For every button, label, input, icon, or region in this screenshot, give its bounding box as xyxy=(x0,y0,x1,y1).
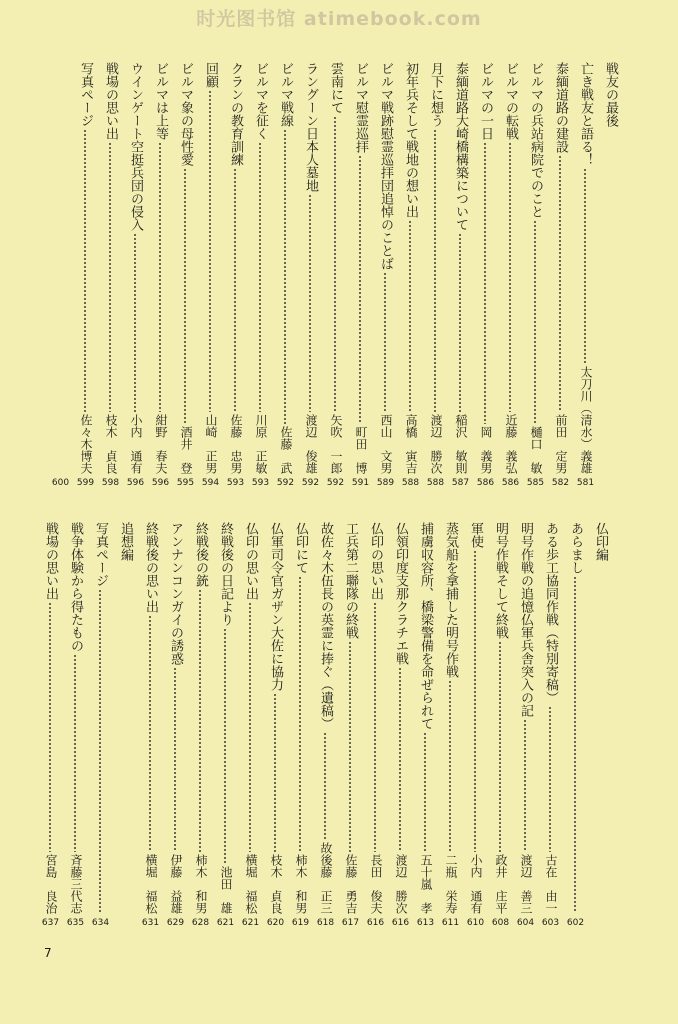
entry-title: 写真ページ xyxy=(93,522,108,587)
entry-title: 終戦後の日記より xyxy=(218,522,233,626)
entry-page-number: 608 xyxy=(491,918,510,928)
entry-page-number: 593 xyxy=(226,478,245,488)
entry-title: ビルマ戦跡慰霊巡拝団追悼のことば xyxy=(378,62,393,270)
entry-title: 明号作戦の追憶仏軍兵舎突入の記 xyxy=(518,522,533,717)
toc-entry xyxy=(301,62,320,492)
entry-page-number: 604 xyxy=(516,918,535,928)
entry-author: 近藤 義弘 xyxy=(504,414,518,474)
entry-title: 戦場の思い出 xyxy=(43,522,58,600)
toc-entry xyxy=(66,522,85,932)
entry-page-number: 617 xyxy=(341,918,360,928)
entry-page-number: 598 xyxy=(101,478,120,488)
leader-dots xyxy=(184,168,186,424)
entry-page-number: 586 xyxy=(501,478,520,488)
leader-dots xyxy=(499,641,501,852)
entry-page-number: 611 xyxy=(441,918,460,928)
leader-dots xyxy=(284,129,286,424)
entry-page-number: 582 xyxy=(551,478,570,488)
entry-title: 軍使 xyxy=(468,522,483,548)
leader-dots xyxy=(559,155,561,412)
entry-author: 矢吹 一郎 xyxy=(329,414,343,474)
entry-title: 仏印の思い出 xyxy=(243,522,258,600)
entry-title: ウインゲート空挺兵団の侵入 xyxy=(128,62,143,231)
entry-title: 仏領印度支那クラチエ戦 xyxy=(393,522,408,665)
entry-author: 枝木 貞良 xyxy=(269,854,283,914)
leader-dots xyxy=(259,142,261,412)
entry-author: 小内 通有 xyxy=(129,414,143,474)
entry-author: 佐々木博夫 xyxy=(79,414,93,474)
entry-page-number: 591 xyxy=(351,478,370,488)
entry-page-number: 603 xyxy=(541,918,560,928)
leader-dots xyxy=(434,129,436,412)
entry-page-number: 600 xyxy=(51,478,70,488)
entry-author: 太刀川（清水）義雄 xyxy=(579,366,593,474)
entry-page-number: 610 xyxy=(466,918,485,928)
leader-dots xyxy=(249,602,251,852)
entry-page-number: 628 xyxy=(191,918,210,928)
entry-author: 岡 義男 xyxy=(479,426,493,474)
toc-entry xyxy=(416,522,435,932)
entry-author: 佐藤 武 xyxy=(279,426,293,474)
leader-dots xyxy=(334,116,336,412)
entry-author: 斉藤三代志 xyxy=(69,854,83,914)
toc-entry xyxy=(216,522,235,932)
entry-title: ビルマ戦線 xyxy=(278,62,293,127)
entry-page-number: 621 xyxy=(241,918,260,928)
toc-entry xyxy=(41,522,60,932)
entry-title: ビルマを征く xyxy=(253,62,268,140)
entry-title: 回顧 xyxy=(203,62,218,88)
entry-title: 工兵第二聯隊の終戦 xyxy=(343,522,358,639)
toc-entry xyxy=(426,62,445,492)
leader-dots xyxy=(99,589,101,912)
entry-title: 蒸気船を拿捕した明号作戦 xyxy=(443,522,458,678)
entry-page-number: 602 xyxy=(566,918,585,928)
entry-title: 仏軍司令官ガザン大佐に協力 xyxy=(268,522,283,691)
entry-page-number: 587 xyxy=(451,478,470,488)
toc-entry xyxy=(266,522,285,932)
leader-dots xyxy=(459,233,461,412)
toc-entry xyxy=(291,522,310,932)
leader-dots xyxy=(484,142,486,424)
leader-dots xyxy=(84,129,86,412)
leader-dots xyxy=(109,142,111,412)
entry-page-number: 595 xyxy=(176,478,195,488)
entry-page-number: 586 xyxy=(476,478,495,488)
leader-dots xyxy=(224,628,226,864)
toc-entry xyxy=(351,62,370,492)
entry-title: 戦場の思い出 xyxy=(103,62,118,140)
leader-dots xyxy=(134,233,136,412)
entry-title: 終戦後の思い出 xyxy=(143,522,158,613)
leader-dots xyxy=(149,615,151,852)
entry-title: 仏印編 xyxy=(593,522,608,561)
toc-entry xyxy=(166,522,185,932)
entry-title: 泰緬道路の建設 xyxy=(553,62,568,153)
entry-author: 宮島 良治 xyxy=(44,854,58,914)
leader-dots xyxy=(474,550,476,852)
toc-entry xyxy=(191,522,210,932)
entry-title: ビルマ象の母性愛 xyxy=(178,62,193,166)
entry-title: ビルマの一日 xyxy=(478,62,493,140)
entry-author: 渡辺 俊雄 xyxy=(304,414,318,474)
toc-entry xyxy=(226,62,245,492)
entry-author: 伊藤 益雄 xyxy=(169,854,183,914)
leader-dots xyxy=(509,142,511,412)
toc-entry xyxy=(316,522,335,932)
entry-author: 柿木 和男 xyxy=(294,854,308,914)
entry-author: 小内 通有 xyxy=(469,854,483,914)
entry-author: 二瓶 栄寿 xyxy=(444,854,458,914)
entry-page-number: 629 xyxy=(166,918,185,928)
entry-page-number: 616 xyxy=(366,918,385,928)
leader-dots xyxy=(424,732,426,852)
toc-entry xyxy=(151,62,170,492)
entry-title: 故佐々木伍長の英霊に捧ぐ（遺稿） xyxy=(318,522,333,730)
entry-title: 捕虜収容所、橋梁警備を命ぜられて xyxy=(418,522,433,730)
entry-author: 佐藤 忠男 xyxy=(229,414,243,474)
leader-dots xyxy=(274,693,276,852)
toc-entry xyxy=(101,62,120,492)
toc-entry xyxy=(501,62,520,492)
entry-author: 樋口 敏 xyxy=(529,426,543,474)
entry-page-number: 594 xyxy=(201,478,220,488)
entry-author: 横堀 福松 xyxy=(144,854,158,914)
entry-author: 紺野 春夫 xyxy=(154,414,168,474)
entry-page-number: 588 xyxy=(426,478,445,488)
toc-entry xyxy=(326,62,345,492)
entry-title: 仏印にて xyxy=(293,522,308,574)
leader-dots xyxy=(49,602,51,852)
entry-author: 政井 庄平 xyxy=(494,854,508,914)
toc-entry xyxy=(341,522,360,932)
entry-page-number: 592 xyxy=(326,478,345,488)
toc-entry xyxy=(576,62,595,492)
entry-page-number: 613 xyxy=(416,918,435,928)
entry-author: 横堀 福松 xyxy=(244,854,258,914)
entry-author: 山崎 正男 xyxy=(204,414,218,474)
leader-dots xyxy=(549,706,551,852)
toc-entry xyxy=(591,522,610,932)
entry-page-number: 637 xyxy=(41,918,60,928)
toc-entry xyxy=(391,522,410,932)
entry-page-number: 620 xyxy=(266,918,285,928)
toc-entry xyxy=(541,522,560,932)
entry-page-number: 619 xyxy=(291,918,310,928)
toc-entry xyxy=(116,522,135,932)
entry-title: 戦争体験から得たもの xyxy=(68,522,83,652)
leader-dots xyxy=(384,272,386,412)
entry-author: 長田 俊夫 xyxy=(369,854,383,914)
toc-entry xyxy=(201,62,220,492)
toc-entry xyxy=(376,62,395,492)
entry-author: 池田 雄 xyxy=(219,866,233,914)
leader-dots xyxy=(159,142,161,412)
entry-title: ビルマの兵站病院でのこと xyxy=(528,62,543,218)
entry-title: ある歩工協同作戦（特別寄稿） xyxy=(543,522,558,704)
toc-entry xyxy=(276,62,295,492)
entry-page-number: 593 xyxy=(251,478,270,488)
leader-dots xyxy=(349,641,351,852)
leader-dots xyxy=(584,168,586,364)
toc-entry xyxy=(141,522,160,932)
entry-author: 前田 定男 xyxy=(554,414,568,474)
entry-title: 戦友の最後 xyxy=(603,62,618,127)
entry-title: 終戦後の銃 xyxy=(193,522,208,587)
entry-author: 稲沢 敏則 xyxy=(454,414,468,474)
toc-entry xyxy=(441,522,460,932)
leader-dots xyxy=(374,602,376,852)
leader-dots xyxy=(324,732,326,840)
entry-title: クランの教育訓練 xyxy=(228,62,243,166)
toc-entry xyxy=(491,522,510,932)
entry-author: 川原 正敏 xyxy=(254,414,268,474)
entry-title: 雲南にて xyxy=(328,62,343,114)
entry-author: 高橋 寅吉 xyxy=(404,414,418,474)
leader-dots xyxy=(359,155,361,424)
entry-author: 佐藤 勇吉 xyxy=(344,854,358,914)
toc-entry xyxy=(516,522,535,932)
entry-title: あらまし xyxy=(568,522,583,574)
entry-page-number: 589 xyxy=(376,478,395,488)
entry-author: 古在 由一 xyxy=(544,854,558,914)
toc-entry xyxy=(601,62,620,492)
entry-page-number: 592 xyxy=(301,478,320,488)
toc-entry xyxy=(51,62,70,492)
entry-title: ビルマの転戦 xyxy=(503,62,518,140)
toc-top-panel xyxy=(51,62,620,492)
leader-dots xyxy=(74,654,76,852)
page-number: 7 xyxy=(44,946,52,960)
toc-entry xyxy=(251,62,270,492)
toc-entry xyxy=(466,522,485,932)
leader-dots xyxy=(399,667,401,852)
toc-entry xyxy=(526,62,545,492)
entry-author: 枝木 貞良 xyxy=(104,414,118,474)
toc-entry xyxy=(401,62,420,492)
entry-author: 渡辺 善三 xyxy=(519,854,533,914)
entry-title: 追想編 xyxy=(118,522,133,561)
entry-title: ビルマは上等 xyxy=(153,62,168,140)
toc-entry xyxy=(566,522,585,932)
watermark-text: 时光图书馆 atimebook.com xyxy=(196,8,482,30)
leader-dots xyxy=(299,576,301,852)
toc-entry xyxy=(476,62,495,492)
entry-title: アンナンコンガイの誘惑 xyxy=(168,522,183,665)
entry-page-number: 592 xyxy=(276,478,295,488)
entry-title: 月下に想う xyxy=(428,62,443,127)
entry-author: 五十嵐 孝 xyxy=(419,854,433,914)
toc-entry xyxy=(126,62,145,492)
entry-page-number: 621 xyxy=(216,918,235,928)
entry-page-number: 599 xyxy=(76,478,95,488)
leader-dots xyxy=(574,576,576,912)
entry-author: 渡辺 勝次 xyxy=(429,414,443,474)
toc-entry xyxy=(176,62,195,492)
entry-title: 写真ページ xyxy=(78,62,93,127)
leader-dots xyxy=(234,168,236,412)
toc-entry xyxy=(366,522,385,932)
toc-entry xyxy=(551,62,570,492)
entry-title: ラングーン日本人墓地 xyxy=(303,62,318,192)
entry-title: 明号作戦そして終戦 xyxy=(493,522,508,639)
leader-dots xyxy=(199,589,201,852)
entry-page-number: 581 xyxy=(576,478,595,488)
entry-page-number: 596 xyxy=(151,478,170,488)
entry-title: 亡き戦友と語る！ xyxy=(578,62,593,166)
leader-dots xyxy=(309,194,311,412)
entry-title: 仏印の思い出 xyxy=(368,522,383,600)
leader-dots xyxy=(534,220,536,424)
entry-author: 酒井 登 xyxy=(179,426,193,474)
entry-author: 西山 文男 xyxy=(379,414,393,474)
leader-dots xyxy=(174,667,176,852)
entry-page-number: 616 xyxy=(391,918,410,928)
entry-author: 町田 博 xyxy=(354,426,368,474)
entry-title: 初年兵そして戦地の想い出 xyxy=(403,62,418,218)
entry-page-number: 631 xyxy=(141,918,160,928)
toc-entry xyxy=(241,522,260,932)
entry-page-number: 618 xyxy=(316,918,335,928)
toc-bottom-panel xyxy=(41,522,610,932)
toc-entry xyxy=(451,62,470,492)
leader-dots xyxy=(524,719,526,852)
entry-page-number: 596 xyxy=(126,478,145,488)
entry-page-number: 635 xyxy=(66,918,85,928)
entry-title: ビルマ慰霊巡拝 xyxy=(353,62,368,153)
leader-dots xyxy=(409,220,411,412)
entry-page-number: 588 xyxy=(401,478,420,488)
toc-entry xyxy=(91,522,110,932)
entry-page-number: 634 xyxy=(91,918,110,928)
toc-entry xyxy=(76,62,95,492)
entry-author: 故後藤 正三 xyxy=(319,842,333,914)
leader-dots xyxy=(449,680,451,852)
entry-page-number: 585 xyxy=(526,478,545,488)
leader-dots xyxy=(209,90,211,412)
entry-title: 泰緬道路大崎橋構築について xyxy=(453,62,468,231)
entry-author: 柿木 和男 xyxy=(194,854,208,914)
entry-author: 渡辺 勝次 xyxy=(394,854,408,914)
